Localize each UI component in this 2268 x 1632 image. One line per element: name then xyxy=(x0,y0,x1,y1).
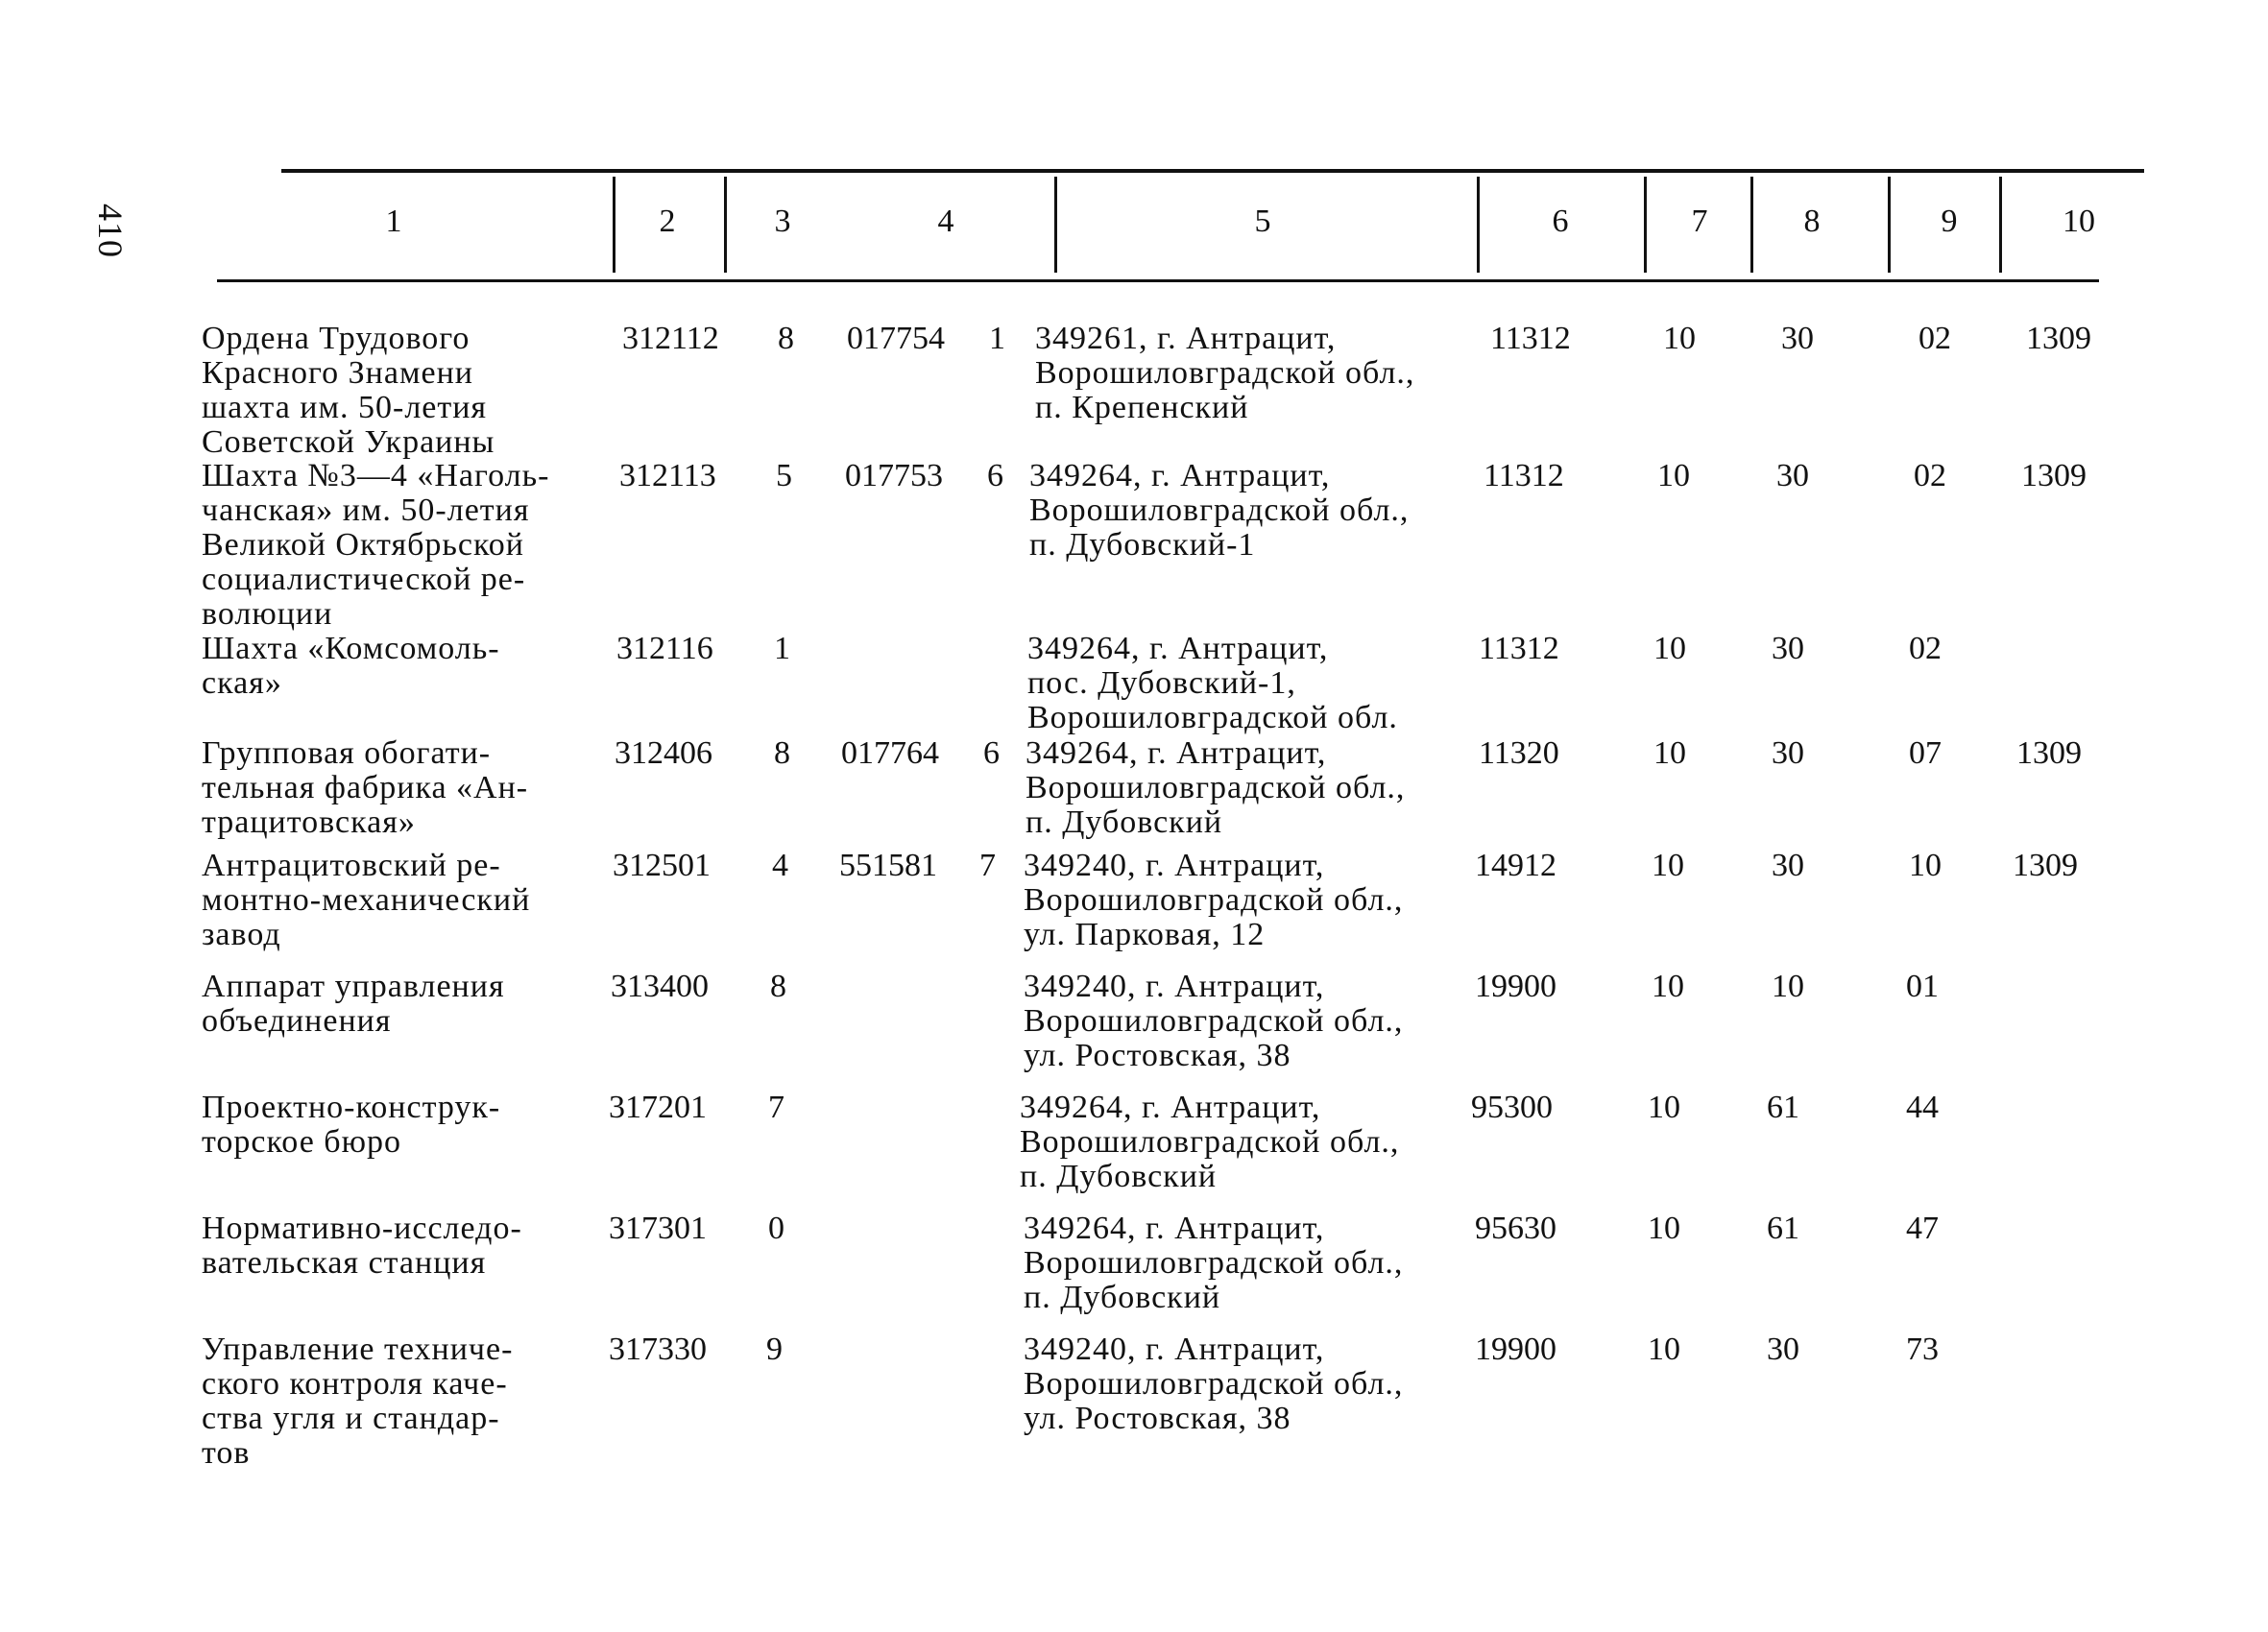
table-top-rule xyxy=(281,169,2144,173)
code-col6: 11320 xyxy=(1479,735,1559,771)
address: 349264, г. Антрацит, Ворошиловградской обл., п. Дубовский xyxy=(1024,1211,1404,1315)
org-name: Антрацитовский ре- монтно-механический завод xyxy=(202,848,531,952)
code-col7: 10 xyxy=(1648,1090,1680,1125)
code-col7: 10 xyxy=(1652,969,1684,1004)
code-col6: 11312 xyxy=(1479,631,1559,666)
column-header-9: 9 xyxy=(1941,204,1958,239)
column-separator xyxy=(1644,177,1647,273)
column-header-1: 1 xyxy=(385,204,402,239)
column-header-8: 8 xyxy=(1803,204,1821,239)
code-col9: 02 xyxy=(1909,631,1942,666)
code-col8: 30 xyxy=(1776,458,1809,493)
code-col2: 317201 xyxy=(609,1090,707,1125)
code-col7: 10 xyxy=(1653,631,1686,666)
code-col2: 312501 xyxy=(613,848,711,883)
code-col8: 30 xyxy=(1772,631,1804,666)
org-name: Нормативно-исследо- вательская станция xyxy=(202,1211,522,1281)
column-header-2: 2 xyxy=(659,204,676,239)
code-col9: 44 xyxy=(1906,1090,1939,1125)
code-col2: 312113 xyxy=(619,458,716,493)
code-col8: 61 xyxy=(1767,1090,1799,1125)
code-col10: 1309 xyxy=(2026,321,2091,356)
code-col6: 95630 xyxy=(1475,1211,1556,1246)
column-header-5: 5 xyxy=(1254,204,1271,239)
column-header-6: 6 xyxy=(1552,204,1569,239)
org-name: Ордена Трудового Красного Знамени шахта им. 50-летия Советской Украины xyxy=(202,321,495,460)
code-col8: 30 xyxy=(1767,1332,1799,1367)
code-col4: 017753 xyxy=(845,458,943,493)
column-header-3: 3 xyxy=(774,204,791,239)
page-number: 410 xyxy=(91,204,130,258)
code-col2: 317301 xyxy=(609,1211,707,1246)
code-col9: 73 xyxy=(1906,1332,1939,1367)
column-separator xyxy=(1888,177,1891,273)
code-col7: 10 xyxy=(1663,321,1696,356)
code-col4-check: 6 xyxy=(983,735,1000,771)
column-separator xyxy=(1054,177,1057,273)
address: 349264, г. Антрацит, пос. Дубовский-1, Ворошиловградской обл. xyxy=(1027,631,1398,735)
code-col3: 4 xyxy=(772,848,788,883)
code-col3: 1 xyxy=(774,631,790,666)
address: 349240, г. Антрацит, Ворошиловградской обл., ул. Ростовская, 38 xyxy=(1024,1332,1404,1436)
code-col10: 1309 xyxy=(2021,458,2087,493)
org-name: Шахта «Комсомоль- ская» xyxy=(202,631,500,701)
address: 349264, г. Антрацит, Ворошиловградской обл., п. Дубовский xyxy=(1025,735,1406,840)
column-separator xyxy=(1999,177,2002,273)
code-col8: 10 xyxy=(1772,969,1804,1004)
code-col8: 30 xyxy=(1781,321,1814,356)
code-col4-check: 7 xyxy=(979,848,996,883)
code-col10: 1309 xyxy=(2013,848,2078,883)
column-separator xyxy=(1477,177,1480,273)
column-separator xyxy=(1750,177,1753,273)
code-col6: 14912 xyxy=(1475,848,1556,883)
code-col6: 95300 xyxy=(1471,1090,1553,1125)
code-col10: 1309 xyxy=(2016,735,2082,771)
code-col3: 7 xyxy=(768,1090,784,1125)
org-name: Групповая обогати- тельная фабрика «Ан- трацитовская» xyxy=(202,735,529,840)
header-bottom-rule xyxy=(217,279,2099,282)
code-col4-check: 6 xyxy=(987,458,1003,493)
code-col4: 017754 xyxy=(847,321,945,356)
code-col2: 312116 xyxy=(616,631,713,666)
code-col8: 30 xyxy=(1772,735,1804,771)
column-header-4: 4 xyxy=(937,204,954,239)
code-col4: 017764 xyxy=(841,735,939,771)
code-col7: 10 xyxy=(1648,1211,1680,1246)
code-col3: 8 xyxy=(778,321,794,356)
code-col9: 02 xyxy=(1918,321,1951,356)
code-col4-check: 1 xyxy=(989,321,1005,356)
code-col6: 11312 xyxy=(1484,458,1564,493)
code-col7: 10 xyxy=(1652,848,1684,883)
code-col7: 10 xyxy=(1648,1332,1680,1367)
code-col2: 317330 xyxy=(609,1332,707,1367)
code-col9: 02 xyxy=(1914,458,1946,493)
column-header-7: 7 xyxy=(1691,204,1708,239)
code-col9: 10 xyxy=(1909,848,1942,883)
address: 349264, г. Антрацит, Ворошиловградской обл., п. Дубовский-1 xyxy=(1029,458,1410,563)
column-header-10: 10 xyxy=(2063,204,2095,239)
code-col2: 313400 xyxy=(611,969,709,1004)
code-col6: 19900 xyxy=(1475,1332,1556,1367)
address: 349240, г. Антрацит, Ворошиловградской обл., ул. Ростовская, 38 xyxy=(1024,969,1404,1073)
code-col3: 8 xyxy=(774,735,790,771)
address: 349261, г. Антрацит, Ворошиловградской обл., п. Крепенский xyxy=(1035,321,1415,425)
code-col6: 19900 xyxy=(1475,969,1556,1004)
code-col3: 9 xyxy=(766,1332,783,1367)
code-col7: 10 xyxy=(1653,735,1686,771)
code-col7: 10 xyxy=(1657,458,1690,493)
column-separator xyxy=(724,177,727,273)
code-col9: 07 xyxy=(1909,735,1942,771)
address: 349264, г. Антрацит, Ворошиловградской обл., п. Дубовский xyxy=(1020,1090,1400,1194)
code-col9: 01 xyxy=(1906,969,1939,1004)
org-name: Шахта №3—4 «Наголь- чанская» им. 50-летия Великой Октябрьской социалистической ре- волюции xyxy=(202,458,550,632)
code-col3: 0 xyxy=(768,1211,784,1246)
address: 349240, г. Антрацит, Ворошиловградской обл., ул. Парковая, 12 xyxy=(1024,848,1404,952)
code-col4: 551581 xyxy=(839,848,937,883)
code-col3: 8 xyxy=(770,969,786,1004)
code-col2: 312112 xyxy=(622,321,719,356)
org-name: Аппарат управления объединения xyxy=(202,969,505,1039)
code-col9: 47 xyxy=(1906,1211,1939,1246)
code-col2: 312406 xyxy=(615,735,712,771)
code-col6: 11312 xyxy=(1490,321,1571,356)
column-separator xyxy=(613,177,615,273)
code-col3: 5 xyxy=(776,458,792,493)
org-name: Проектно-конструк- торское бюро xyxy=(202,1090,501,1160)
code-col8: 30 xyxy=(1772,848,1804,883)
code-col8: 61 xyxy=(1767,1211,1799,1246)
org-name: Управление техниче- ского контроля каче- ства угля и стандар- тов xyxy=(202,1332,514,1471)
